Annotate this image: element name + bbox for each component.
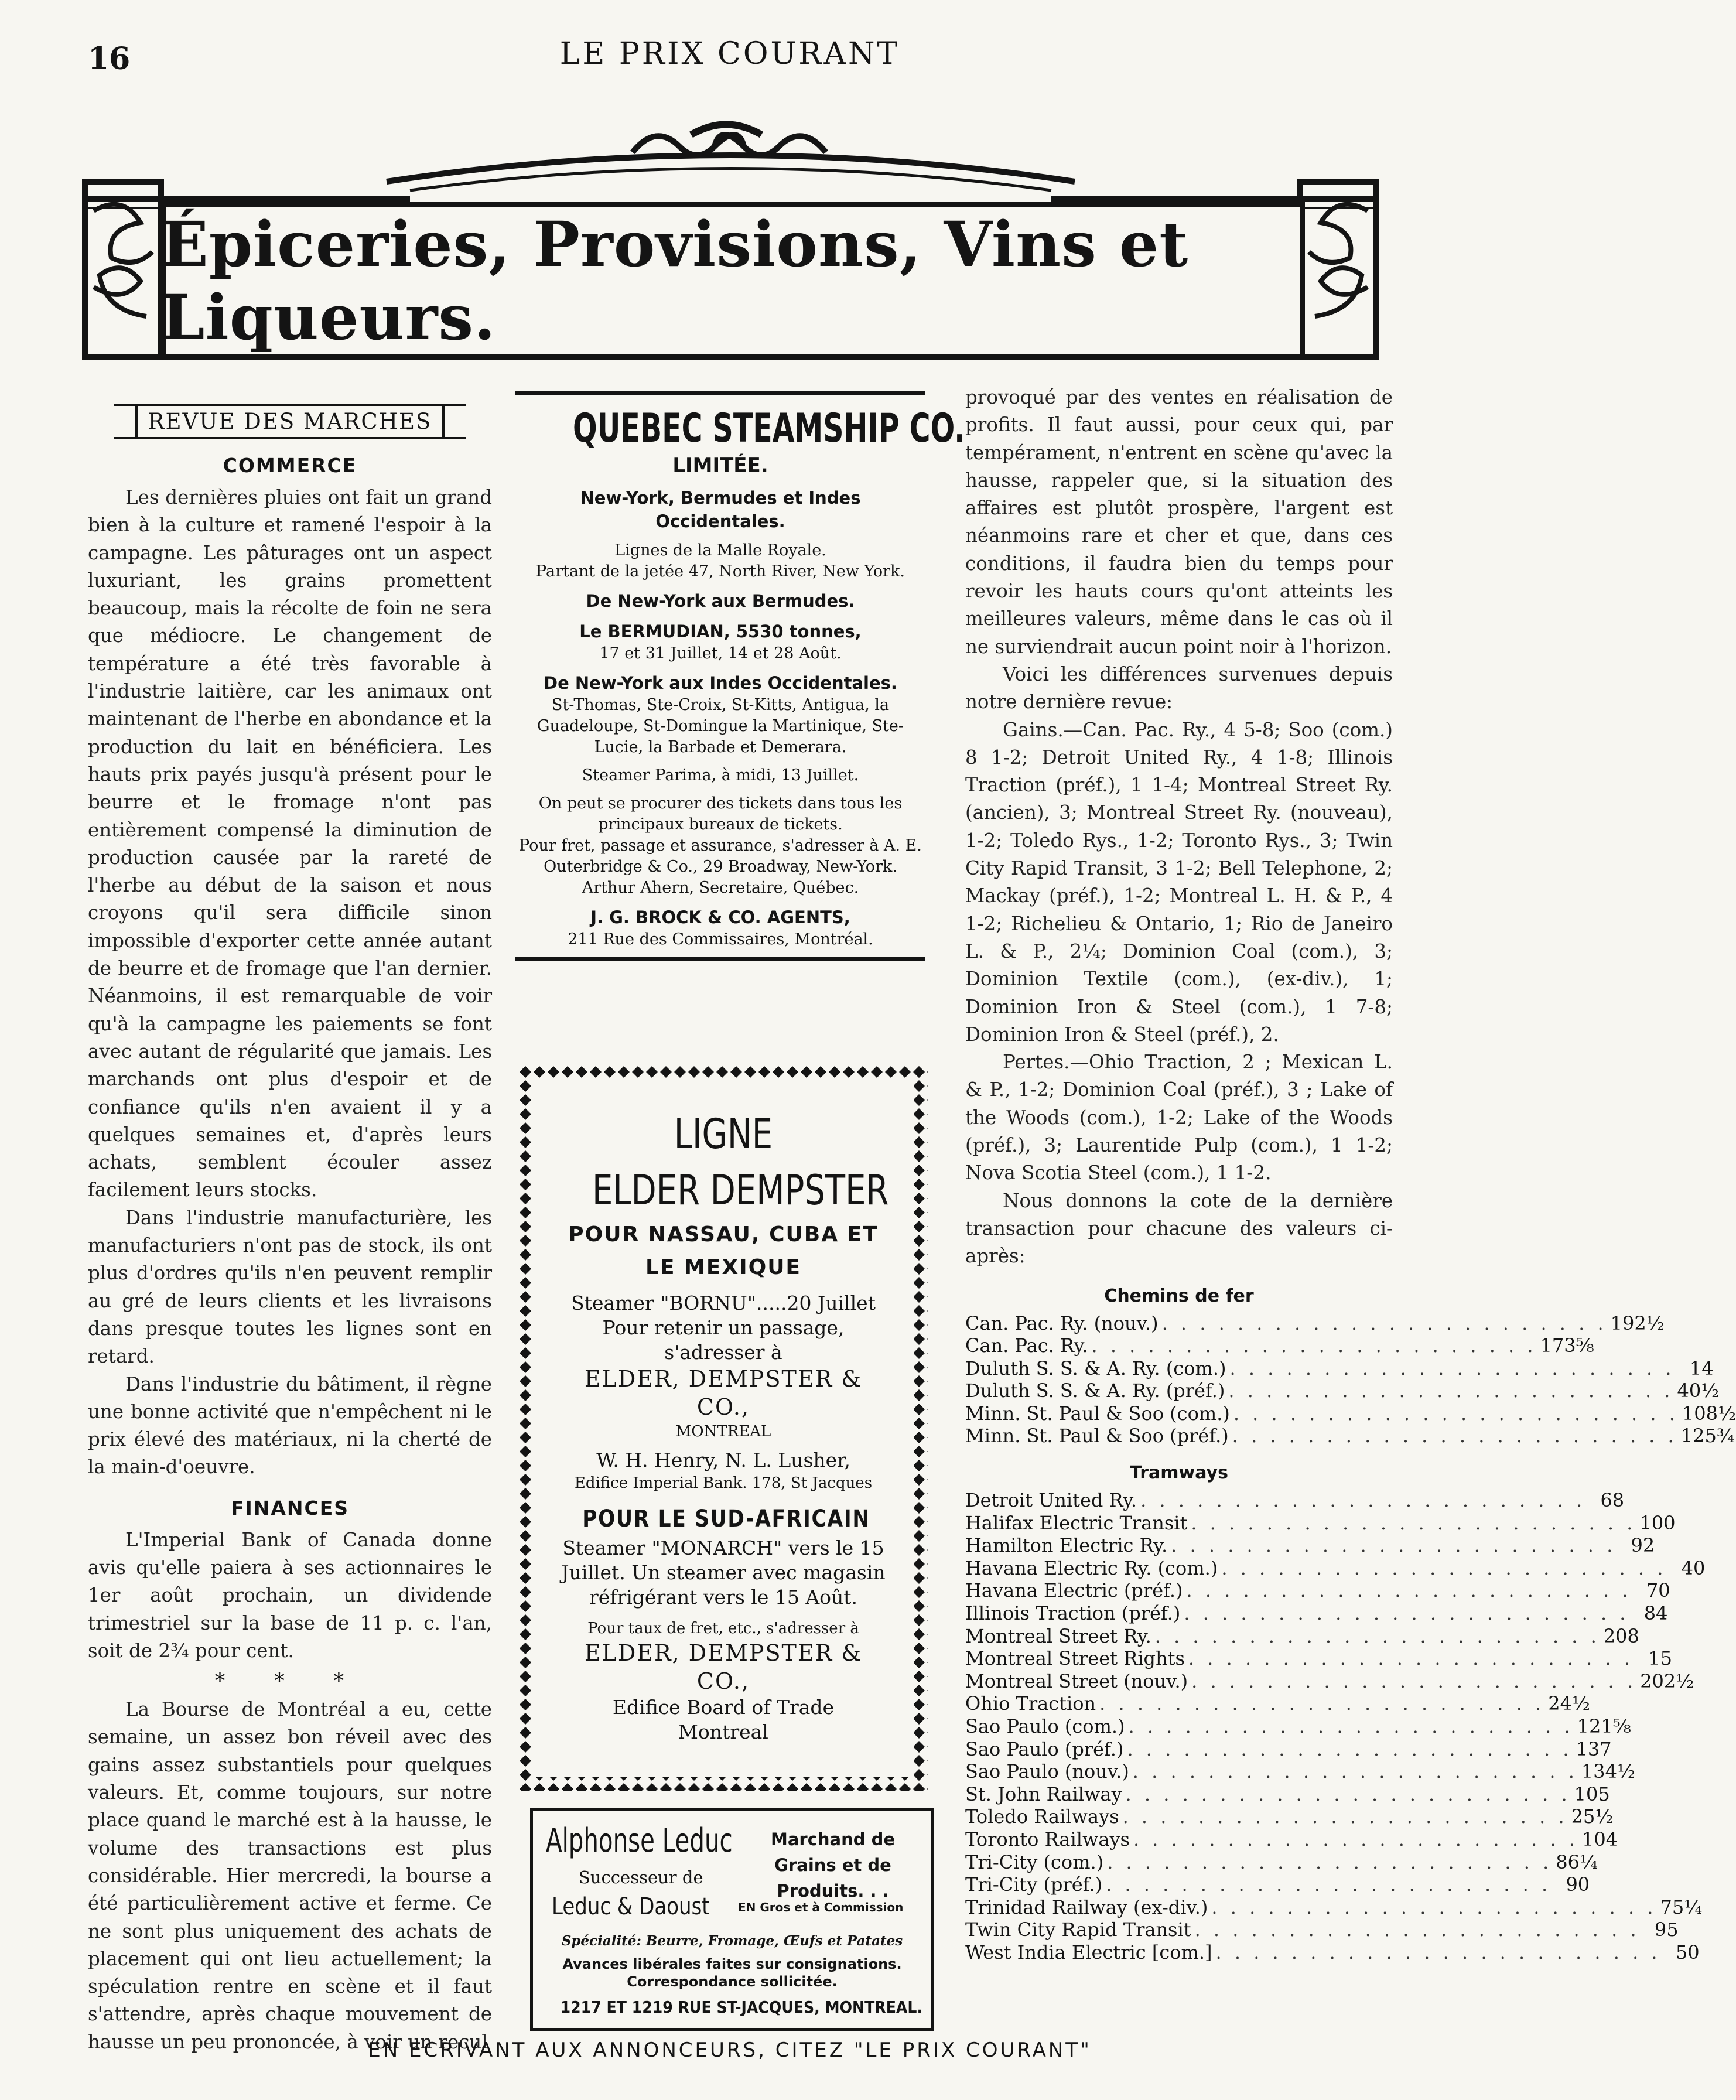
security-name: Montreal Street Rights	[965, 1647, 1185, 1670]
ad-text: Pour taux de fret, etc., s'adresser à	[587, 1620, 859, 1637]
table-row	[965, 1602, 1668, 1625]
ad-line-title: LIGNE	[674, 1110, 773, 1158]
security-name: Tri-City (préf.)	[965, 1873, 1103, 1896]
security-name: Trinidad Railway (ex-div.)	[965, 1896, 1208, 1918]
security-name: St. John Railway	[965, 1783, 1122, 1805]
leader-dots: . . . . . . . . . . . . . . . . . . . . . . . .	[1211, 1896, 1657, 1918]
bourse-paragraph: La Bourse de Montréal a eu, cette semaine, un assez bon réveil avec des gains assez substantiels pour quelques valeurs. Et, comme toujours, sur notre place quand le marché est à la hausse, le volume des transactions est plus considérable. Hier mercredi, la bourse a été particulièrement active et ferme. Ce ne sont plus uniquement des achats de placement qui ont lieu actuellement; la spéculation rentre en scène et il faut s'attendre, après chaque mouvement de hausse un peu prononcée, à voir un recul	[88, 1698, 492, 2053]
ad-text: Steamer Parima, à midi, 13 Juillet.	[582, 766, 859, 784]
ad-text: Edifice Imperial Bank. 178, St Jacques	[574, 1474, 873, 1492]
security-name: Toledo Railways	[965, 1805, 1119, 1828]
table-row	[965, 1312, 1665, 1335]
leader-dots: . . . . . . . . . . . . . . . . . . . . . . . .	[1140, 1489, 1586, 1512]
ad-text: 211 Rue des Commissaires, Montréal.	[568, 930, 873, 948]
table-row	[965, 1511, 1676, 1535]
security-quote: 192½	[1610, 1312, 1665, 1334]
ad-text: Pour fret, passage et assurance, s'adresser à A. E. Outerbridge & Co., 29 Broadway, New-York. Arthur Ahern, Secretaire, Québec.	[519, 836, 922, 897]
table-row	[965, 1379, 1720, 1402]
ad-merchant-name: Alphonse Leduc	[546, 1822, 733, 1860]
security-quote: 202½	[1640, 1669, 1694, 1692]
security-name: Ohio Traction	[965, 1692, 1096, 1715]
security-quote: 68	[1600, 1489, 1625, 1512]
security-name: Sao Paulo (préf.)	[965, 1737, 1124, 1760]
ad-company: ELDER, DEMPSTER & CO.,	[584, 1640, 863, 1694]
ad-agents: J. G. BROCK & CO. AGENTS,	[590, 907, 850, 927]
leader-dots: . . . . . . . . . . . . . . . . . . . . . . . .	[1107, 1850, 1553, 1873]
column-paragraph: Pertes.—Ohio Traction, 2 ; Mexican L. & P., 1-2; Dominion Coal (préf.), 3 ; Lake of the Woods (com.), 1-2; Lake of the Woods (préf.), 3; Laurentide Pulp (com.), 1 1-2; Nova Scotia Steel (com.), 1 1-2.	[965, 1051, 1393, 1184]
ad-destination: POUR NASSAU, CUBA ET LE MEXIQUE	[568, 1223, 879, 1279]
ad-text: W. H. Henry, N. L. Lusher,	[596, 1449, 850, 1471]
ad-old-firm: Leduc & Daoust	[552, 1893, 710, 1920]
ad-company-name: QUEBEC STEAMSHIP CO.	[573, 405, 965, 452]
ad-text: St-Thomas, Ste-Croix, St-Kitts, Antigua, la Guadeloupe, St-Domingue la Martinique, Ste-Lucie, la Barbade et Demerara.	[537, 696, 904, 756]
leader-dots: . . . . . . . . . . . . . . . . . . . . . . . .	[1099, 1692, 1545, 1715]
table-row	[965, 1896, 1703, 1919]
table-row	[965, 1579, 1670, 1602]
security-quote: 15	[1648, 1647, 1672, 1670]
ad-address: 1217 ET 1219 RUE ST-JACQUES, MONTREAL.	[560, 1997, 923, 2017]
ad-route: New-York, Bermudes et Indes Occidentales.	[580, 488, 861, 531]
security-quote: 70	[1646, 1579, 1670, 1602]
ad-text: Successeur de	[579, 1867, 703, 1887]
tramways-heading: Tramways	[1130, 1463, 1228, 1484]
ad-text: Partant de la jetée 47, North River, New York.	[536, 562, 905, 581]
leader-dots: . . . . . . . . . . . . . . . . . . . . . . . .	[1221, 1556, 1667, 1579]
security-quote: 137	[1576, 1737, 1612, 1760]
ad-text: Edifice Board of Trade	[612, 1696, 835, 1719]
commerce-paragraph: Dans l'industrie du bâtiment, il règne une bonne activité que n'empêchent ni le prix élevé des matériaux, ni la cherté de la main-d'oeuvre.	[88, 1372, 492, 1478]
ad-text: Avances libérales faites sur consignations. Correspondance sollicitée.	[562, 1956, 902, 1990]
ad-text: Steamer "MONARCH" vers le 15 Juillet. Un steamer avec magasin réfrigérant vers le 15 Août.	[561, 1536, 886, 1609]
leader-dots: . . . . . . . . . . . . . . . . . . . . . . . .	[1161, 1312, 1607, 1334]
ad-trade: Marchand de Grains et de Produits. . .	[770, 1829, 896, 1901]
security-quote: 75¼	[1660, 1896, 1703, 1918]
security-quote: 50	[1675, 1941, 1700, 1964]
security-quote: 86¼	[1556, 1850, 1598, 1873]
commerce-heading: COMMERCE	[223, 454, 357, 477]
leader-dots: . . . . . . . . . . . . . . . . . . . . . . . .	[1171, 1534, 1617, 1557]
leader-dots: . . . . . . . . . . . . . . . . . . . . . . . .	[1106, 1873, 1552, 1896]
table-row	[965, 1760, 1635, 1783]
ad-route: De New-York aux Bermudes.	[586, 591, 855, 611]
table-row	[965, 1783, 1610, 1806]
banner-title	[161, 202, 1306, 359]
ad-speciality: Spécialité: Beurre, Fromage, Œufs et Patates	[561, 1933, 903, 1949]
table-row	[965, 1357, 1714, 1380]
table-row	[965, 1918, 1679, 1941]
security-name: Sao Paulo (nouv.)	[965, 1760, 1129, 1783]
column-paragraph: Voici les différences survenues depuis notre dernière revue:	[965, 663, 1393, 713]
table-row	[965, 1647, 1672, 1670]
banner-title-text: Épiceries, Provisions, Vins et Liqueurs.	[161, 207, 1189, 354]
table-row	[965, 1692, 1590, 1715]
table-row	[965, 1489, 1625, 1512]
ad-subtitle: LIMITÉE.	[672, 454, 768, 477]
table-row	[965, 1402, 1736, 1425]
column-paragraph: Gains.—Can. Pac. Ry., 4 5-8; Soo (com.) 8 1-2; Detroit United Ry., 4 1-8; Illinois Traction (préf.), 1 1-4; Montreal Street Ry. (ancien), 3; Montreal Street Ry. (nouveau), 1-2; Toledo Rys., 1-2; Toronto Rys., 3; Twin City Rapid Transit, 3 1-2; Bell Telephone, 2; Mackay (préf.), 1-2; Montreal L. H. & P., 4 1-2; Richelieu & Ontario, 1; Rio de Janeiro L. & P., 2¼; Dominion Coal (com.), 3; Dominion Textile (com.), (ex-div.), 1; Dominion Iron & Steel (com.), 1 7-8; Dominion Iron & Steel (préf.), 2.	[965, 718, 1393, 1046]
section-title: REVUE DES MARCHES	[135, 404, 445, 439]
leader-dots: . . . . . . . . . . . . . . . . . . . . . . . .	[1186, 1579, 1632, 1602]
security-name: Havana Electric (préf.)	[965, 1579, 1183, 1602]
table-row	[965, 1941, 1700, 1964]
ad-text: 17 et 31 Juillet, 14 et 28 Août.	[599, 644, 842, 663]
leader-dots: . . . . . . . . . . . . . . . . . . . . . . . .	[1215, 1941, 1661, 1964]
security-quote: 104	[1582, 1828, 1618, 1850]
security-quote: 84	[1643, 1602, 1668, 1625]
security-quote: 100	[1639, 1511, 1676, 1534]
leader-dots: . . . . . . . . . . . . . . . . . . . . . . . .	[1232, 1425, 1677, 1447]
security-quote: 105	[1574, 1783, 1610, 1805]
security-name: Duluth S. S. & A. Ry. (com.)	[965, 1357, 1226, 1379]
security-quote: 40	[1681, 1556, 1706, 1579]
security-quote: 95	[1654, 1918, 1679, 1941]
leader-dots: . . . . . . . . . . . . . . . . . . . . . . . .	[1184, 1602, 1629, 1625]
security-quote: 173⅝	[1540, 1334, 1594, 1357]
table-row	[965, 1805, 1614, 1828]
security-name: Montreal Street Ry.	[965, 1624, 1151, 1647]
ad-text: EN Gros et à Commission	[738, 1900, 904, 1914]
page-number: 16	[88, 41, 131, 77]
security-quote: 25½	[1571, 1805, 1614, 1828]
leader-dots: . . . . . . . . . . . . . . . . . . . . . . . .	[1228, 1379, 1674, 1402]
security-quote: 92	[1631, 1534, 1655, 1557]
ad-ship: Le BERMUDIAN, 5530 tonnes,	[579, 622, 862, 641]
security-quote: 40½	[1677, 1379, 1720, 1402]
finances-heading: FINANCES	[230, 1496, 350, 1519]
leader-dots: . . . . . . . . . . . . . . . . . . . . . . . .	[1233, 1402, 1679, 1425]
security-name: Toronto Railways	[965, 1828, 1130, 1850]
ad-city: Montreal	[678, 1720, 768, 1743]
security-name: Halifax Electric Transit	[965, 1511, 1188, 1534]
ad-text: Pour retenir un passage, s'adresser à	[602, 1316, 845, 1364]
leader-dots: . . . . . . . . . . . . . . . . . . . . . . . .	[1128, 1715, 1574, 1737]
column-right	[965, 384, 1736, 1964]
security-quote: 108½	[1682, 1402, 1736, 1425]
security-name: Sao Paulo (com.)	[965, 1715, 1125, 1737]
quebec-steamship-ad	[515, 391, 965, 961]
table-row	[965, 1425, 1735, 1447]
ad-text: Lignes de la Malle Royale.	[614, 541, 826, 559]
leader-dots: . . . . . . . . . . . . . . . . . . . . . . . .	[1154, 1624, 1600, 1647]
security-name: Hamilton Electric Ry.	[965, 1534, 1168, 1557]
ad-text: On peut se procurer des tickets dans tous les principaux bureaux de tickets.	[538, 794, 903, 834]
security-name: Duluth S. S. & A. Ry. (préf.)	[965, 1379, 1225, 1402]
security-name: Can. Pac. Ry.	[965, 1334, 1088, 1357]
section-stars: * * *	[214, 1669, 365, 1694]
leader-dots: . . . . . . . . . . . . . . . . . . . . . . . .	[1132, 1760, 1578, 1783]
running-title: LE PRIX COURANT	[559, 36, 900, 71]
page-footer: EN ECRIVANT AUX ANNONCEURS, CITEZ "LE PRIX COURANT"	[368, 2038, 1092, 2062]
leader-dots: . . . . . . . . . . . . . . . . . . . . . . . .	[1125, 1783, 1571, 1805]
table-row	[965, 1737, 1612, 1761]
commerce-paragraph: Dans l'industrie manufacturière, les manufacturiers n'ont pas de stock, ils ont plus d'ordres qu'ils n'en peuvent remplir au gré de leurs clients et les livraisons dans presque toutes les lignes sont en retard.	[88, 1206, 492, 1368]
table-row	[965, 1828, 1618, 1851]
ad-text: Steamer "BORNU".....20 Juillet	[571, 1292, 876, 1314]
leader-dots: . . . . . . . . . . . . . . . . . . . . . . . .	[1191, 1669, 1637, 1692]
commerce-paragraph: Les dernières pluies ont fait un grand bien à la culture et ramené l'espoir à la campagne. Les pâturages ont un aspect luxuriant, les grains promettent beaucoup, mais la récolte de foin ne sera que médiocre. Le changement de température a été très favorable à l'industrie laitière, car les animaux ont maintenant de l'herbe en abondance et la production du lait en bénéficiera. Les hauts prix payés jusqu'à présent pour le beurre et le fromage n'ont pas entièrement compensé la diminution de production causée par la rareté de l'herbe au début de la saison et nous croyons qu'il sera difficile sinon impossible d'exporter cette année autant de beurre et de fromage que l'an dernier. Néanmoins, il est remarquable de voir qu'à la campagne les paiements se font avec autant de régularité que jamais. Les marchands ont plus d'espoir et de confiance qu'ils n'en avaient il y a quelques semaines et, d'après leurs achats, semblent écouler assez facilement leurs stocks.	[88, 486, 492, 1201]
leader-dots: . . . . . . . . . . . . . . . . . . . . . . . .	[1133, 1828, 1579, 1850]
ad-content	[559, 1106, 887, 1744]
security-name: Minn. St. Paul & Soo (com.)	[965, 1402, 1230, 1425]
elder-dempster-ad	[518, 1065, 928, 1791]
column-paragraph: Nous donnons la cote de la dernière transaction pour chacune des valeurs ci-après:	[965, 1189, 1393, 1268]
table-row	[965, 1669, 1694, 1693]
security-quote: 134½	[1581, 1760, 1635, 1783]
leader-dots: . . . . . . . . . . . . . . . . . . . . . . . .	[1194, 1918, 1640, 1941]
security-name: West India Electric [com.]	[965, 1941, 1212, 1964]
security-quote: 90	[1566, 1873, 1590, 1896]
leader-dots: . . . . . . . . . . . . . . . . . . . . . . . .	[1091, 1334, 1537, 1357]
leader-dots: . . . . . . . . . . . . . . . . . . . . . . . .	[1191, 1511, 1636, 1534]
security-quote: 208	[1603, 1624, 1639, 1647]
security-name: Havana Electric Ry. (com.)	[965, 1556, 1218, 1579]
ad-destination: POUR LE SUD-AFRICAIN	[582, 1505, 870, 1532]
table-row	[965, 1873, 1590, 1896]
table-row	[965, 1534, 1655, 1557]
security-name: Illinois Traction (préf.)	[965, 1602, 1181, 1625]
railways-table	[965, 1312, 1736, 1448]
ad-route: De New-York aux Indes Occidentales.	[544, 673, 897, 693]
column-left	[88, 387, 492, 2056]
security-name: Montreal Street (nouv.)	[965, 1669, 1188, 1692]
security-quote: 125¾	[1680, 1425, 1735, 1447]
leader-dots: . . . . . . . . . . . . . . . . . . . . . . . .	[1188, 1647, 1634, 1670]
railways-heading: Chemins de fer	[1104, 1285, 1254, 1306]
security-name: Minn. St. Paul & Soo (préf.)	[965, 1425, 1229, 1447]
security-quote: 24½	[1548, 1692, 1590, 1715]
leader-dots: . . . . . . . . . . . . . . . . . . . . . . . .	[1122, 1805, 1568, 1828]
security-name: Can. Pac. Ry. (nouv.)	[965, 1312, 1159, 1334]
table-row	[965, 1850, 1598, 1874]
leader-dots: . . . . . . . . . . . . . . . . . . . . . . . .	[1229, 1357, 1675, 1379]
security-name: Detroit United Ry.	[965, 1489, 1137, 1512]
ad-city: MONTREAL	[675, 1423, 771, 1440]
ad-company: ELDER, DEMPSTER & CO.,	[584, 1366, 863, 1420]
security-quote: 121⅝	[1577, 1715, 1631, 1737]
security-name: Twin City Rapid Transit	[965, 1918, 1191, 1941]
security-quote: 14	[1689, 1357, 1714, 1379]
table-row	[965, 1334, 1594, 1357]
leader-dots: . . . . . . . . . . . . . . . . . . . . . . . .	[1127, 1737, 1573, 1760]
column-paragraph: provoqué par des ventes en réalisation de profits. Il faut aussi, pour ceux qui, par tempérament, n'entrent en scène qu'avec la hausse, rappeler que, si la situation des affaires est plutôt prospère, l'argent est néanmoins rare et cher et que, dans ces conditions, il faudra bien du temps pour revoir les hauts cours qu'ont atteints les meilleures valeurs, même dans le cas où il ne surviendrait aucun point noir à l'horizon.	[965, 386, 1393, 658]
leduc-ad	[530, 1808, 934, 2031]
table-row	[965, 1715, 1631, 1738]
ad-company-name: ELDER DEMPSTER	[592, 1166, 889, 1214]
tramways-table	[965, 1489, 1706, 1964]
table-row	[965, 1556, 1706, 1580]
finances-paragraph: L'Imperial Bank of Canada donne avis qu'elle paiera à ses actionnaires le 1er août prochain, un dividende trimestriel sur la base de 11 p. c. l'an, soit de 2¾ pour cent.	[88, 1528, 492, 1662]
table-row	[965, 1624, 1639, 1648]
security-name: Tri-City (com.)	[965, 1850, 1104, 1873]
